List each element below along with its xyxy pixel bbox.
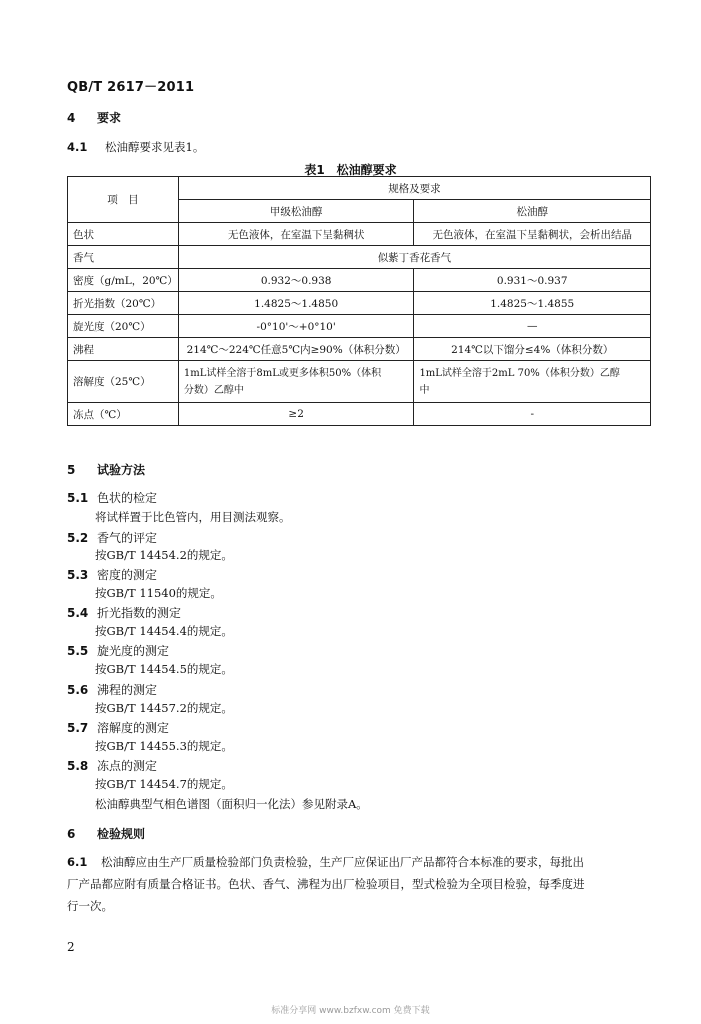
section-title: 试验方法 (97, 463, 146, 477)
grade2-line1: 1mL试样全溶于2mL 70%（体积分数）乙醇 (419, 367, 620, 379)
item-header: 项 目 (68, 177, 179, 223)
row-name: 冻点（℃） (68, 403, 179, 426)
clause-number: 5.6 (67, 683, 89, 697)
clause-5-7-title (67, 719, 169, 736)
terpineol-spec-table (67, 176, 651, 426)
clause-5-1-text: 将试样置于比色管内，用目测法观察。 (95, 510, 291, 524)
clause-5-6-text: 按GB/T 14457.2的规定。 (95, 701, 233, 715)
section-4-heading (67, 109, 121, 126)
table-row (68, 403, 651, 426)
clause-6-1-line1 (67, 851, 653, 873)
grade1-value (178, 361, 414, 403)
clause-5-3-title (67, 566, 157, 583)
spec-header: 规格及要求 (178, 177, 650, 200)
row-name: 色状 (68, 223, 179, 246)
clause-5-5-title (67, 642, 169, 659)
clause-4-1 (67, 139, 204, 155)
clause-title: 旋光度的测定 (97, 644, 170, 658)
clause-number: 5.3 (67, 568, 89, 582)
watermark-text: 标准分享网 www.bzfxw.com 免费下载 (271, 1006, 430, 1016)
grade2-value (414, 361, 651, 403)
clause-5-5-text: 按GB/T 14454.5的规定。 (95, 662, 233, 676)
clause-5-8-title (67, 757, 157, 774)
table-row (68, 269, 651, 292)
grade1-line1: 1mL试样全溶于8mL或更多体积50%（体积 (183, 367, 382, 379)
row-name: 沸程 (68, 338, 179, 361)
table-row (68, 292, 651, 315)
table-row (68, 246, 651, 269)
clause-5-6-title (67, 681, 157, 698)
row-name: 旋光度（20℃） (68, 315, 179, 338)
clause-text: 松油醇要求见表1。 (105, 140, 205, 154)
section-title: 检验规则 (97, 827, 146, 841)
grade1-value: 无色液体，在室温下呈黏稠状 (178, 223, 414, 246)
section-number: 5 (67, 463, 76, 477)
clause-6-1-line2: 厂产品都应附有质量合格证书。色状、香气、沸程为出厂检验项目，型式检验为全项目检验，每季度进 (67, 877, 585, 891)
section-number: 4 (67, 111, 76, 125)
clause-title: 折光指数的测定 (97, 606, 182, 620)
table-row (68, 338, 651, 361)
grade2-header: 松油醇 (414, 200, 651, 223)
grade1-value: 1.4825～1.4850 (178, 292, 414, 315)
section-5-heading (67, 461, 145, 478)
clause-text: 松油醇应由生产厂质量检验部门负责检验，生产厂应保证出厂产品都符合本标准的要求，每批出 (101, 855, 584, 869)
grade2-value: 214℃以下馏分≤4%（体积分数） (414, 338, 651, 361)
clause-title: 密度的测定 (97, 568, 158, 582)
row-name: 香气 (68, 246, 179, 269)
grade1-header: 甲级松油醇 (178, 200, 414, 223)
gc-appendix-note: 松油醇典型气相色谱图（面积归一化法）参见附录A。 (95, 797, 368, 811)
clause-number: 5.2 (67, 531, 89, 545)
grade2-value: 0.931～0.937 (414, 269, 651, 292)
clause-number: 5.1 (67, 491, 89, 505)
table-title: 表1 松油醇要求 (304, 163, 397, 177)
grade1-line2: 分数）乙醇中 (183, 384, 244, 396)
clause-title: 沸程的测定 (97, 683, 158, 697)
clause-number: 4.1 (67, 140, 88, 154)
clause-title: 溶解度的测定 (97, 721, 170, 735)
clause-number: 5.7 (67, 721, 89, 735)
clause-6-1-line3: 行一次。 (67, 899, 113, 913)
table-row (68, 223, 651, 246)
clause-5-2-title (67, 529, 157, 546)
page-number: 2 (67, 940, 75, 954)
clause-title: 色状的检定 (97, 491, 158, 505)
grade1-value: ≥2 (178, 403, 414, 426)
table-header-row (68, 177, 651, 200)
grade1-value: 214℃～224℃任意5℃内≥90%（体积分数） (178, 338, 414, 361)
clause-5-2-text: 按GB/T 14454.2的规定。 (95, 548, 233, 562)
clause-5-7-text: 按GB/T 14455.3的规定。 (95, 739, 233, 753)
clause-number: 5.8 (67, 759, 89, 773)
clause-5-3-text: 按GB/T 11540的规定。 (95, 586, 222, 600)
row-name: 折光指数（20℃） (68, 292, 179, 315)
clause-6-1 (67, 851, 653, 917)
clause-title: 冻点的测定 (97, 759, 158, 773)
section-6-heading (67, 825, 145, 842)
clause-number: 5.5 (67, 644, 89, 658)
section-title: 要求 (97, 111, 122, 125)
clause-number: 5.4 (67, 606, 89, 620)
grade2-value: 无色液体，在室温下呈黏稠状，会析出结晶 (414, 223, 651, 246)
table-row (68, 361, 651, 403)
grade1-value: -0°10'～+0°10' (178, 315, 414, 338)
merged-value: 似紫丁香花香气 (178, 246, 650, 269)
grade2-line2: 中 (419, 384, 430, 396)
section-number: 6 (67, 827, 76, 841)
clause-5-4-title (67, 604, 181, 621)
clause-title: 香气的评定 (97, 531, 158, 545)
clause-number: 6.1 (67, 855, 88, 869)
clause-5-1-title (67, 489, 157, 506)
table-row (68, 315, 651, 338)
standard-code: QB/T 2617－2011 (67, 80, 195, 95)
grade1-value: 0.932～0.938 (178, 269, 414, 292)
clause-5-8-text: 按GB/T 14454.7的规定。 (95, 777, 233, 791)
grade2-value: — (414, 315, 651, 338)
grade2-value: 1.4825～1.4855 (414, 292, 651, 315)
row-name: 密度（g/mL，20℃） (68, 269, 179, 292)
row-name: 溶解度（25℃） (68, 361, 179, 403)
clause-5-4-text: 按GB/T 14454.4的规定。 (95, 624, 233, 638)
grade2-value: - (414, 403, 651, 426)
